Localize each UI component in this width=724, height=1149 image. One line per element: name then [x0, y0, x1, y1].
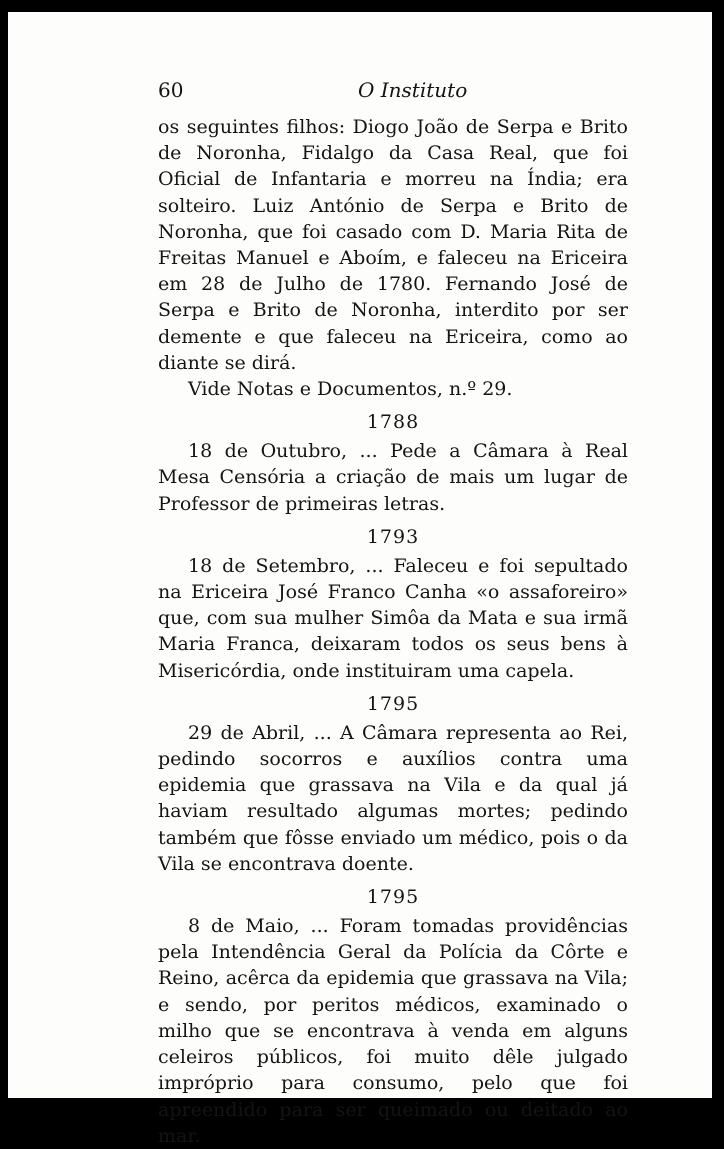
page-header	[158, 78, 628, 102]
page-number: 60	[158, 78, 184, 102]
chronicle-entry	[158, 692, 628, 877]
page-sheet	[8, 12, 712, 1147]
entry-year: 1788	[366, 411, 420, 434]
running-title: O Instituto	[358, 78, 468, 102]
entry-text: 29 de Abril, ... A Câmara representa ao Rei, pedindo socorros e auxílios contra uma epidemia que grassava na Vila e da qual já haviam resultado algumas mortes; pedindo também que fôsse enviado um médico, pois o da Vila se encontrava doente.	[158, 721, 628, 875]
intro-paragraph: os seguintes filhos: Diogo João de Serpa e Brito de Noronha, Fidalgo da Casa Real, que foi Oficial de Infantaria e morreu na Índia; era solteiro. Luiz António de Serpa e Brito de Noronha, que foi casado com D. Maria Rita de Freitas Manuel e Aboím, e faleceu na Ericeira em 28 de Julho de 1780. Fernando José de Serpa e Brito de Noronha, interdito por ser demente e que faleceu na Ericeira, como ao diante se dirá.	[158, 116, 628, 374]
entry-text: 18 de Setembro, ... Faleceu e foi sepultado na Ericeira José Franco Canha «o assaforeiro» que, com sua mulher Simôa da Mata e sua irmã Maria Franca, deixaram todos os seus bens à Misericórdia, onde instituiram uma capela.	[158, 554, 628, 682]
page-body	[158, 114, 628, 1149]
entry-text: 8 de Maio, ... Foram tomadas providências pela Intendência Geral da Polícia da Côrte e Reino, acêrca da epidemia que grassava na Vila; e sendo, por peritos médicos, examinado o milho que se encontrava à venda em alguns celeiros públicos, foi muito dêle julgado impróprio para consumo, pelo que foi apreendido para ser queimado ou deitado ao mar.	[158, 915, 628, 1147]
chronicle-entry	[158, 885, 628, 1149]
chronicle-entry	[158, 525, 628, 684]
entry-year: 1795	[366, 692, 420, 715]
entry-year: 1795	[366, 886, 420, 909]
entry-year: 1793	[366, 525, 420, 548]
chronicle-entry	[158, 410, 628, 517]
entry-text: 18 de Outubro, ... Pede a Câmara à Real Mesa Censória a criação de mais um lugar de Professor de primeiras letras.	[158, 440, 628, 515]
vide-note: Vide Notas e Documentos, n.º 29.	[188, 378, 513, 401]
